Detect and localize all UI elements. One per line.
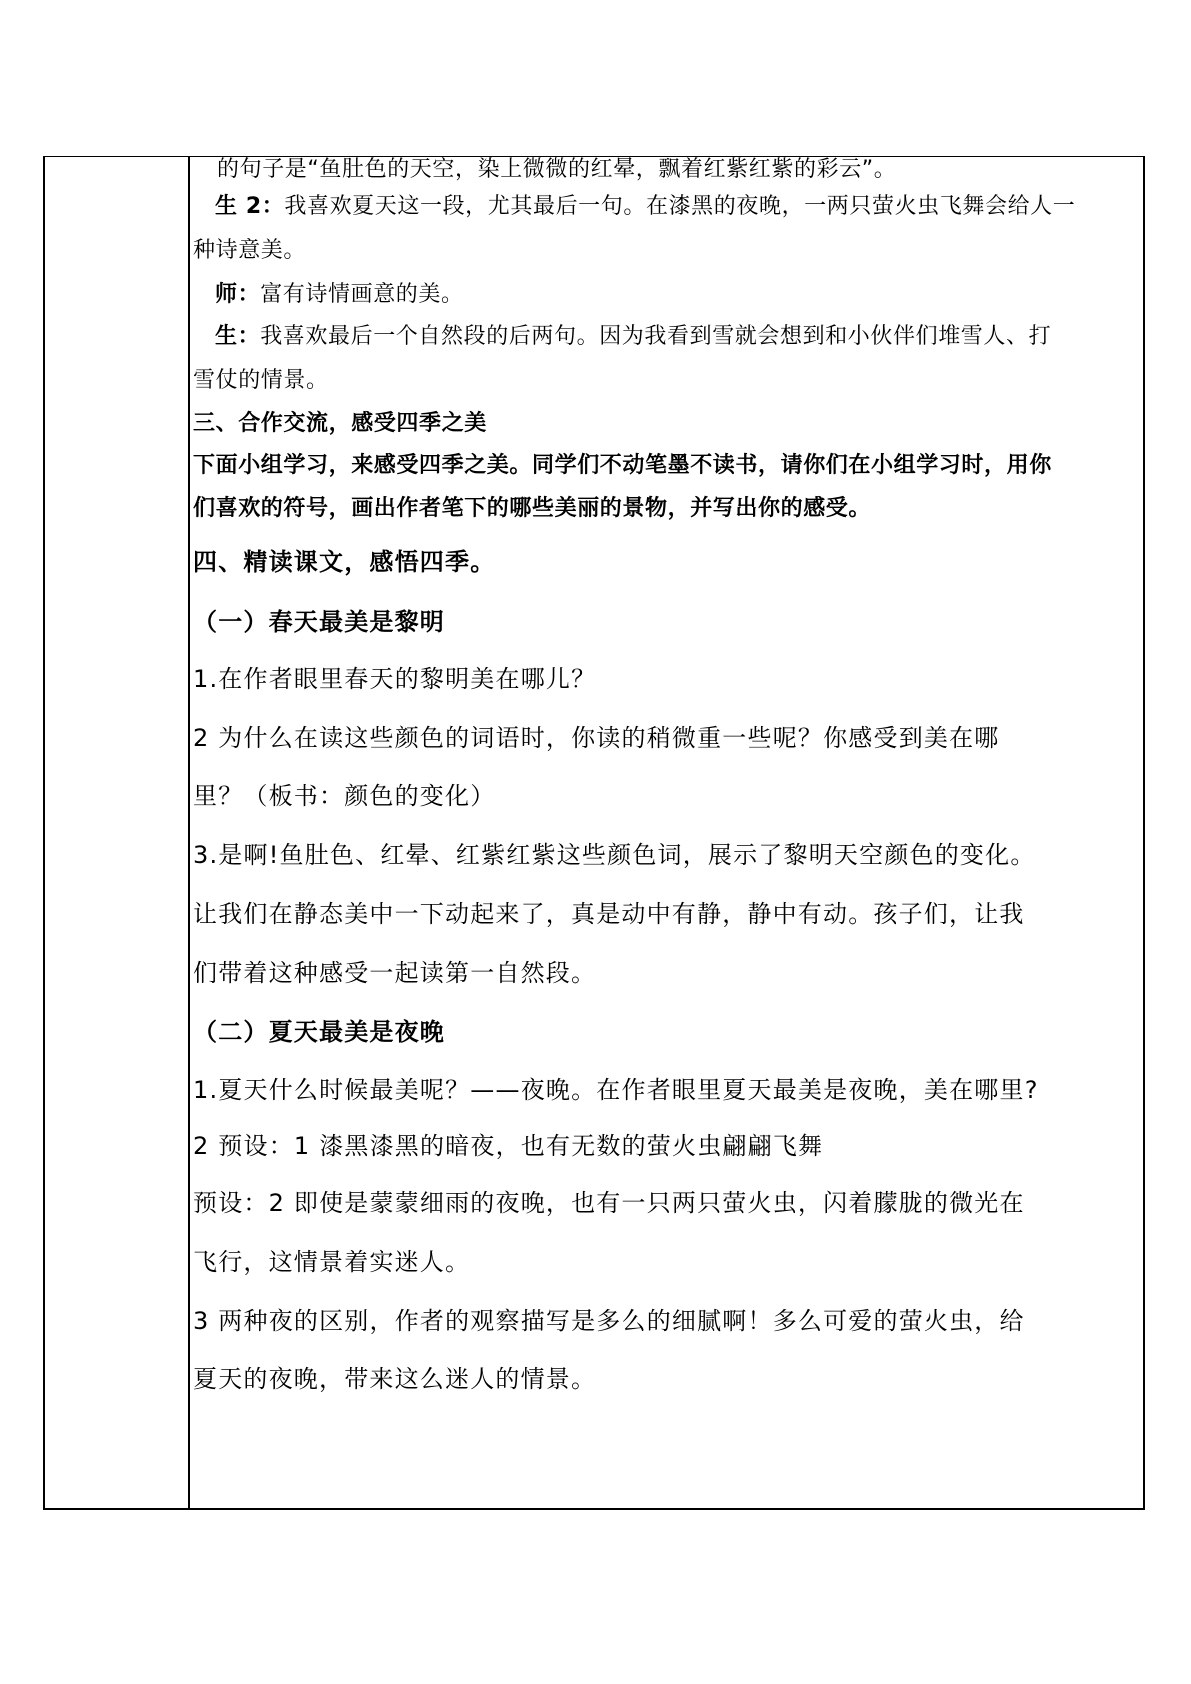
- dialogue-line: [215, 189, 1075, 220]
- text-line: 预设：2 即使是蒙蒙细雨的夜晚，也有一只两只萤火虫，闪着朦胧的微光在: [193, 1189, 1025, 1217]
- section-heading: 四、精读课文，感悟四季。: [193, 548, 496, 576]
- text-line: 种诗意美。: [193, 238, 307, 263]
- subsection-heading: （一）春天最美是黎明: [193, 608, 445, 636]
- text-line: 2 为什么在读这些颜色的词语时，你读的稍微重一些呢？你感受到美在哪: [193, 724, 1000, 752]
- dialogue-line: [215, 319, 1051, 350]
- section-heading: 三、合作交流，感受四季之美: [193, 411, 487, 436]
- text-line: 里？（板书：颜色的变化）: [193, 782, 496, 810]
- speaker-label: 生：: [215, 324, 261, 349]
- dialogue-text: 富有诗情画意的美。: [260, 282, 464, 307]
- subsection-heading: （二）夏天最美是夜晚: [193, 1018, 445, 1046]
- text-line: 3.是啊!鱼肚色、红晕、红紫红紫这些颜色词，展示了黎明天空颜色的变化。: [193, 841, 1036, 869]
- text-line: 3 两种夜的区别，作者的观察描写是多么的细腻啊！多么可爱的萤火虫，给: [193, 1307, 1025, 1335]
- dialogue-line: [215, 277, 464, 308]
- instruction-text: 们喜欢的符号，画出作者笔下的哪些美丽的景物，并写出你的感受。: [193, 496, 872, 521]
- text-line: 雪仗的情景。: [193, 368, 329, 393]
- speaker-label: 生 2：: [215, 194, 285, 219]
- dialogue-text: 我喜欢夏天这一段，尤其最后一句。在漆黑的夜晚，一两只萤火虫飞舞会给人一: [284, 194, 1076, 219]
- text-line: 的句子是“鱼肚色的天空，染上微微的红晕，飘着红紫红紫的彩云”。: [217, 157, 897, 182]
- text-line: 飞行，这情景着实迷人。: [193, 1248, 471, 1276]
- text-line: 让我们在静态美中一下动起来了，真是动中有静，静中有动。孩子们，让我: [193, 900, 1025, 928]
- speaker-label: 师：: [215, 282, 261, 307]
- dialogue-text: 我喜欢最后一个自然段的后两句。因为我看到雪就会想到和小伙伴们堆雪人、打: [260, 324, 1052, 349]
- text-line: 夏天的夜晚，带来这么迷人的情景。: [193, 1365, 597, 1393]
- instruction-text: 下面小组学习，来感受四季之美。同学们不动笔墨不读书，请你们在小组学习时，用你: [193, 453, 1052, 478]
- text-line: 们带着这种感受一起读第一自然段。: [193, 959, 597, 987]
- text-line: 1.在作者眼里春天的黎明美在哪儿？: [193, 665, 597, 693]
- column-divider: [188, 156, 190, 1510]
- text-line: 2 预设：1 漆黑漆黑的暗夜，也有无数的萤火虫翩翩飞舞: [193, 1132, 824, 1160]
- text-line: 1.夏天什么时候最美呢？——夜晚。在作者眼里夏天最美是夜晚，美在哪里?: [193, 1076, 1039, 1104]
